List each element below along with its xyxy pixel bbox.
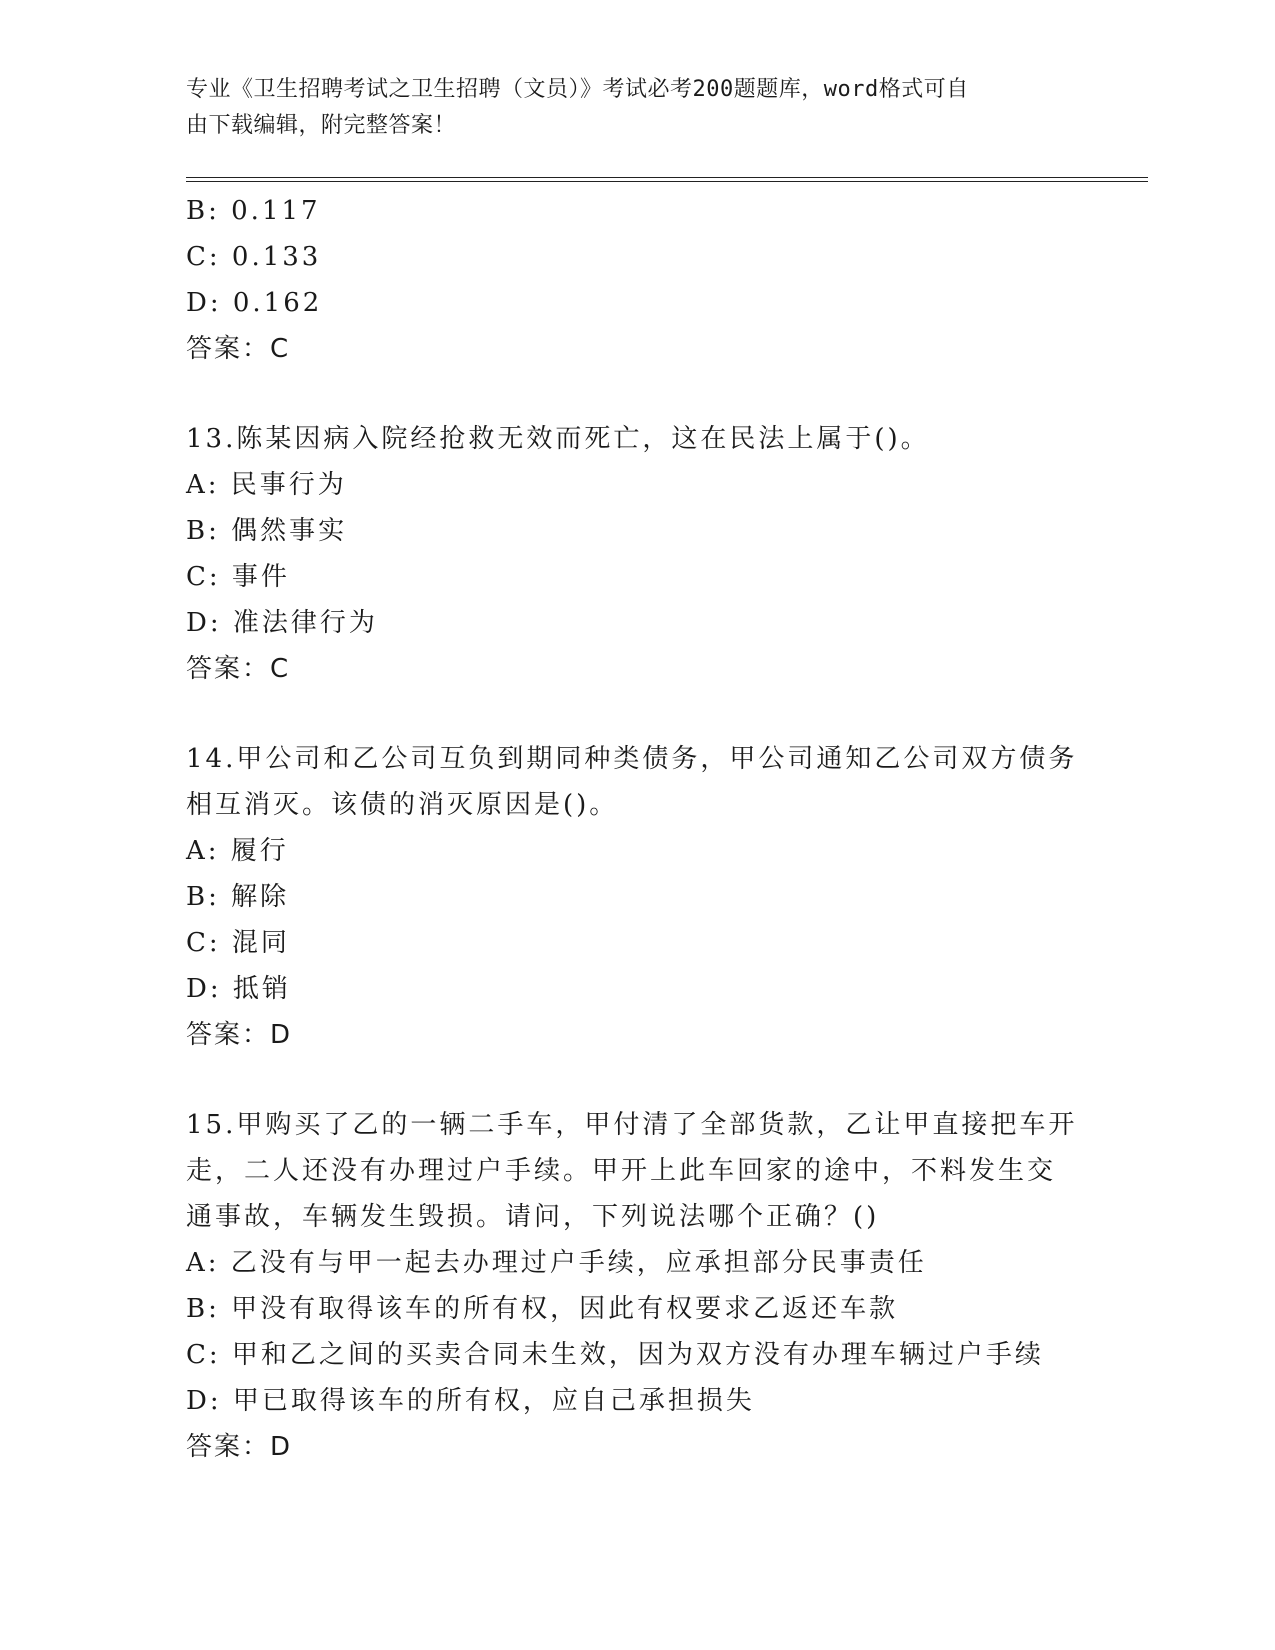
question-stem-line: 相互消灭。该债的消灭原因是()。 xyxy=(186,790,619,820)
answer-line: 答案：C xyxy=(186,334,291,364)
option-d: D: 甲已取得该车的所有权，应自己承担损失 xyxy=(186,1386,755,1416)
option-b: B: 甲没有取得该车的所有权，因此有权要求乙返还车款 xyxy=(186,1294,899,1324)
question-stem-line: 15.甲购买了乙的一辆二手车，甲付清了全部货款，乙让甲直接把车开 xyxy=(186,1110,1078,1140)
option-c: C: 事件 xyxy=(186,562,290,592)
option-c: C: 0.133 xyxy=(186,242,322,272)
header-rule-bottom xyxy=(186,181,1148,182)
document-body xyxy=(186,188,1086,1514)
option-c: C: 混同 xyxy=(186,928,290,958)
header-line-1: 专业《卫生招聘考试之卫生招聘（文员）》考试必考200题题库，word格式可自 xyxy=(186,77,969,102)
question-block-14 xyxy=(186,736,1086,1058)
question-block-13 xyxy=(186,416,1086,692)
question-stem-line: 通事故，车辆发生毁损。请问，下列说法哪个正确？() xyxy=(186,1202,880,1232)
option-d: D: 准法律行为 xyxy=(186,608,378,638)
option-d: D: 0.162 xyxy=(186,288,323,318)
header-line-2: 由下载编辑，附完整答案！ xyxy=(186,113,457,138)
answer-line: 答案：C xyxy=(186,654,291,684)
document-header xyxy=(186,72,1066,144)
question-stem-line: 13.陈某因病入院经抢救无效而死亡，这在民法上属于()。 xyxy=(186,424,930,454)
header-rule-top xyxy=(186,177,1148,178)
option-b: B: 解除 xyxy=(186,882,290,912)
option-c: C: 甲和乙之间的买卖合同未生效，因为双方没有办理车辆过户手续 xyxy=(186,1340,1044,1370)
option-a: A: 民事行为 xyxy=(186,470,347,500)
question-block-12 xyxy=(186,188,1086,372)
answer-line: 答案：D xyxy=(186,1432,293,1462)
option-d: D: 抵销 xyxy=(186,974,291,1004)
option-a: A: 乙没有与甲一起去办理过户手续，应承担部分民事责任 xyxy=(186,1248,927,1278)
question-block-15 xyxy=(186,1102,1086,1470)
option-b: B: 偶然事实 xyxy=(186,516,348,546)
question-stem-line: 14.甲公司和乙公司互负到期同种类债务，甲公司通知乙公司双方债务 xyxy=(186,744,1078,774)
answer-line: 答案：D xyxy=(186,1020,293,1050)
question-stem-line: 走，二人还没有办理过户手续。甲开上此车回家的途中，不料发生交 xyxy=(186,1156,1057,1186)
option-b: B: 0.117 xyxy=(186,196,321,226)
option-a: A: 履行 xyxy=(186,836,289,866)
